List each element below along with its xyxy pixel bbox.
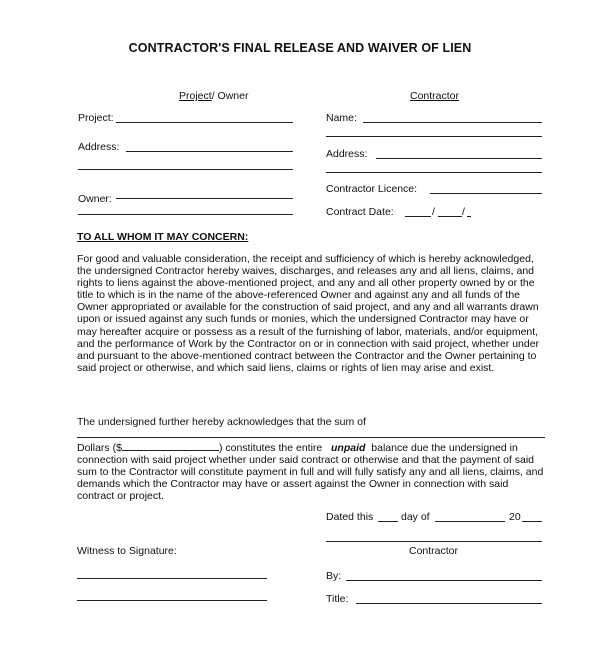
acknowledge-text: The undersigned further hereby acknowledges that the sum of <box>77 416 366 428</box>
project-owner-heading <box>179 90 248 102</box>
dated-year-line[interactable] <box>522 521 542 522</box>
document-title: CONTRACTOR'S FINAL RELEASE AND WAIVER OF LIEN <box>128 41 472 55</box>
project-heading-word: Project <box>179 90 212 102</box>
owner-label: Owner: <box>78 193 112 205</box>
signature-contractor-label: Contractor <box>409 545 459 557</box>
title-label: Title: <box>326 593 349 605</box>
constitutes-text: ) constitutes the entire <box>218 442 323 454</box>
witness-label: Witness to Signature: <box>77 545 177 557</box>
concern-heading: TO ALL WHOM IT MAY CONCERN: <box>77 231 249 243</box>
project-field-line[interactable] <box>116 122 293 123</box>
day-of-label: day of <box>401 511 430 523</box>
owner-field-line-1[interactable] <box>116 198 293 199</box>
owner-heading-word: / Owner <box>211 90 249 102</box>
dated-month-line[interactable] <box>435 521 505 522</box>
unpaid-balance-paragraph <box>77 441 547 502</box>
contractor-address-line-2[interactable] <box>326 172 542 173</box>
dollars-amount-blank[interactable] <box>122 441 219 451</box>
dollars-label: Dollars ($ <box>77 442 122 454</box>
contractor-licence-label: Contractor Licence: <box>326 183 418 195</box>
contractor-address-line-1[interactable] <box>376 158 542 159</box>
contract-date-separator-2: / <box>462 206 465 218</box>
title-line[interactable] <box>356 603 542 604</box>
witness-signature-line-2[interactable] <box>77 600 267 601</box>
contractor-licence-line[interactable] <box>430 193 542 194</box>
dated-day-line[interactable] <box>378 521 398 522</box>
contract-date-separator-1: / <box>432 206 435 218</box>
release-paragraph: For good and valuable consideration, the receipt and sufficiency of which is hereby acknowledged, the undersigned Contractor hereby waives, discharges, and releases any and all liens, claims, and rights to liens against the above-mentioned project, and any and all other property owned by or the title to which is in the name of the above-referenced Owner and against any and all funds of the Owner appropriated or available for the construction of said project, and any and all warrants drawn upon or issued against any such funds or monies, which the undersigned Contractor may have or may hereafter acquire or possess as a result of the furnishing of labor, materials, and/or equipment, and the performance of Work by the Contractor on or in connection with said project, whether under and pursuant to the above-mentioned contract between the Contractor and the Owner pertaining to said project or otherwise, and which said liens, claims or rights of lien may arise and exist. <box>77 253 540 374</box>
contractor-name-line[interactable] <box>363 122 542 123</box>
year-prefix: 20 <box>509 511 521 523</box>
witness-signature-line-1[interactable] <box>77 578 267 579</box>
contractor-heading: Contractor <box>410 90 460 102</box>
contract-date-label: Contract Date: <box>326 206 394 218</box>
contract-date-year-line[interactable] <box>467 216 471 217</box>
contractor-signature-line[interactable] <box>326 541 542 542</box>
contract-date-day-line[interactable] <box>438 216 462 217</box>
contractor-name-label: Name: <box>326 112 357 124</box>
by-label: By: <box>326 570 342 582</box>
contract-date-month-line[interactable] <box>405 216 431 217</box>
contractor-name-line-2[interactable] <box>326 136 542 137</box>
unpaid-emphasis: unpaid <box>331 442 366 454</box>
contractor-address-label: Address: <box>326 148 368 160</box>
by-line[interactable] <box>346 580 542 581</box>
sum-words-line[interactable] <box>77 437 545 438</box>
balance-text: balance due the undersigned in connection with said project whether under said contract or otherwise and that the payment of said sum to the Contractor will constitute payment in full and will fully satisfy any and all liens, claims, and demands which the Contractor may have or assert against the Owner in connection with said contract or project. <box>77 442 544 503</box>
project-label: Project: <box>78 112 114 124</box>
owner-address-label: Address: <box>78 141 120 153</box>
owner-address-line-2[interactable] <box>78 169 293 170</box>
owner-address-line-1[interactable] <box>126 151 293 152</box>
owner-field-line-2[interactable] <box>78 214 293 215</box>
dated-this-label: Dated this <box>326 511 374 523</box>
